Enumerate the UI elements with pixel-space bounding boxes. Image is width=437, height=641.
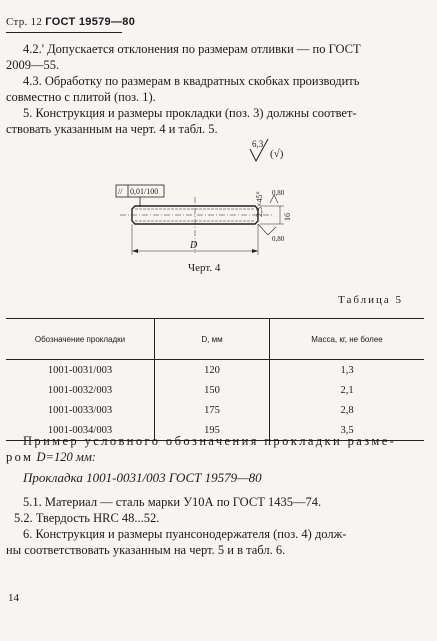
ra-bottom-mark	[258, 224, 285, 243]
roughness-value: 6,3	[252, 139, 264, 149]
para-4-3-line1: 4.3. Обработку по размерам в квадратных скобках производить	[23, 74, 360, 88]
tolerance-frame	[116, 185, 164, 207]
example-intro-line1: Пример условного обозначения прокладки разме-	[23, 434, 397, 448]
col-header-mass: Масса, кг, не более	[270, 319, 425, 360]
para-5-2: 5.2. Твердость HRC 48...52.	[14, 511, 160, 525]
svg-text:0,01/100: 0,01/100	[130, 187, 159, 196]
table-row: 1001-0033/003 175 2,8	[6, 400, 424, 420]
para-5-1: 5.1. Материал — сталь марки У10А по ГОСТ 1435—74.	[23, 495, 322, 509]
table-title: Таблица 5	[338, 294, 404, 306]
gasket-drawing	[100, 135, 340, 265]
para-4-2-line1: 4.2.' Допускается отклонения по размерам отливки — по ГОСТ	[23, 42, 361, 56]
para-4-2-line2: 2009—55.	[6, 58, 60, 72]
header-prefix: Стр. 12	[6, 16, 43, 28]
roughness-symbol	[250, 139, 284, 161]
chamfer-note: 2,5×45°	[255, 191, 264, 217]
diameter-dimension	[132, 224, 258, 255]
gasket-table	[6, 318, 424, 441]
table-row: 1001-0032/003 150 2,1	[6, 380, 424, 400]
para-5-line1: 5. Конструкция и размеры прокладки (поз. 3) должны соответ-	[23, 106, 357, 120]
ra-top: 0,80	[272, 189, 285, 197]
para-4-3-line2: совместно с плитой (поз. 1).	[6, 90, 156, 104]
para-5-line2: ствовать указанным на черт. 4 и табл. 5.	[6, 122, 218, 136]
col-header-designation: Обозначение прокладки	[6, 319, 155, 360]
example-intro-line2: ром D=120 мм:	[6, 450, 96, 464]
table-header-row	[6, 319, 424, 360]
height-dimension	[260, 189, 292, 224]
header-rule	[6, 32, 122, 33]
header-standard: ГОСТ 19579—80	[45, 16, 136, 28]
example-designation: Прокладка 1001-0031/003 ГОСТ 19579—80	[23, 470, 262, 485]
svg-text://: //	[118, 187, 123, 196]
svg-text:0,80: 0,80	[272, 235, 285, 243]
page-number: 14	[8, 592, 19, 604]
table-row: 1001-0034/003 195 3,5	[6, 420, 424, 441]
page-header	[6, 16, 135, 28]
table-row: 1001-0031/003 120 1,3	[6, 360, 424, 381]
col-header-diameter: D, мм	[155, 319, 270, 360]
example-size: D=120 мм:	[36, 450, 96, 464]
svg-text:16: 16	[283, 213, 292, 221]
para-6-line1: 6. Конструкция и размеры пуансонодержателя (поз. 4) долж-	[23, 527, 347, 541]
roughness-check: (√)	[270, 148, 284, 160]
drawing-caption: Черт. 4	[188, 262, 221, 274]
para-6-line2: ны соответствовать указанным на черт. 5 и в табл. 6.	[6, 543, 286, 557]
svg-text:D: D	[190, 240, 198, 251]
